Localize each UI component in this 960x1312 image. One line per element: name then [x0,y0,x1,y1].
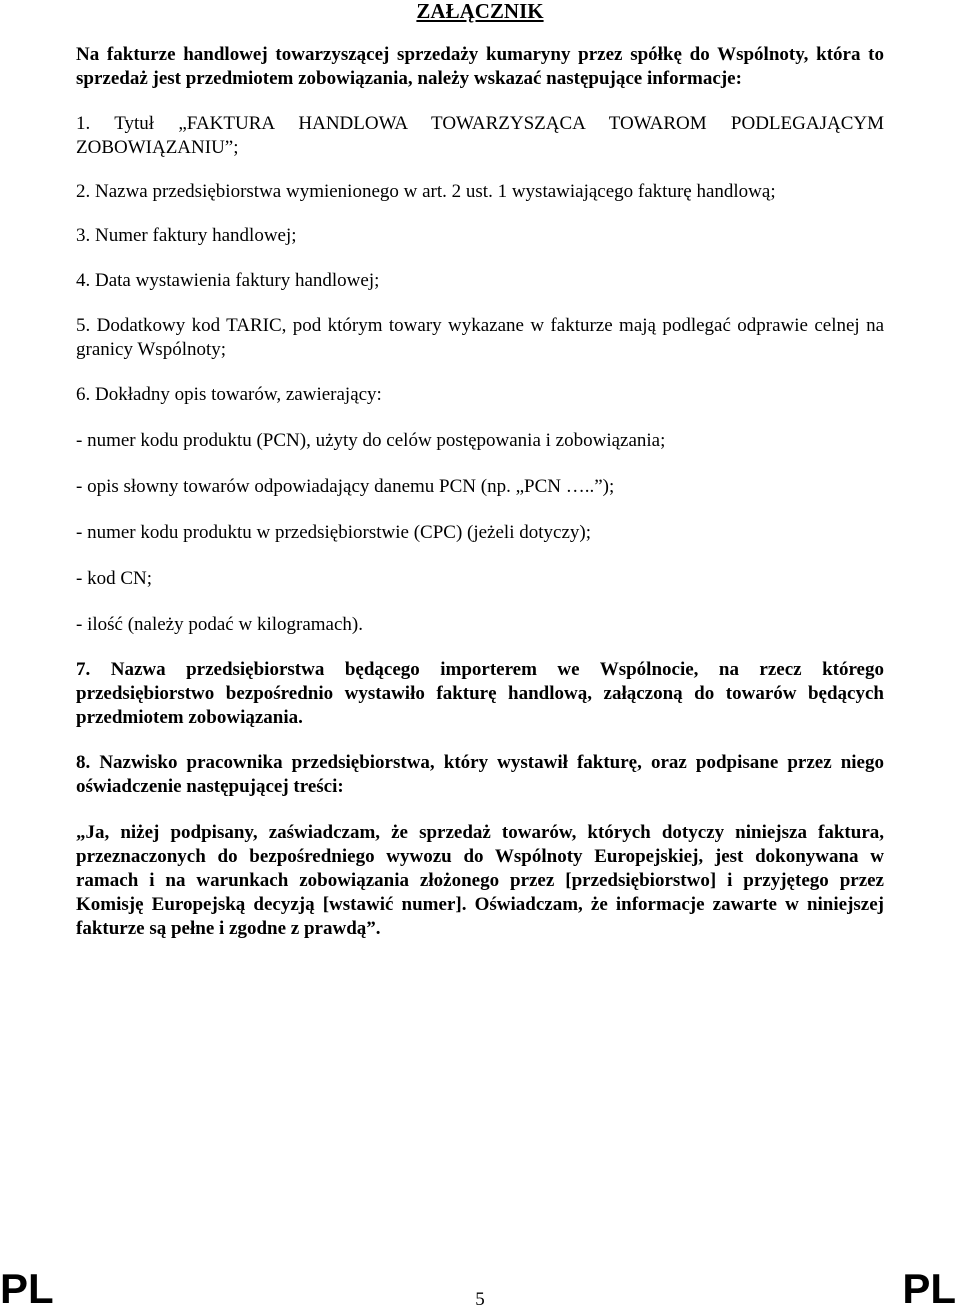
intro-paragraph: Na fakturze handlowej towarzyszącej sprzedaży kumaryny przez spółkę do Wspólnoty, która to sprzedaż jest przedmiotem zobowiązania, należy wskazać następujące informacje: [76,44,884,89]
document-page [76,0,884,941]
item-6-cpc-code: - numer kodu produktu w przedsiębiorstwie (CPC) (jeżeli dotyczy); [76,522,591,543]
document-title: ZAŁĄCZNIK [416,0,544,23]
footer-language-code-left: PL [0,1265,54,1312]
item-5-taric-code: 5. Dodatkowy kod TARIC, pod którym towary wykazane w fakturze mają podlegać odprawie celnej na granicy Wspólnoty; [76,315,884,360]
item-6-verbal-description: - opis słowny towarów odpowiadający danemu PCN (np. „PCN …..”); [76,476,615,497]
item-7-importer-name: 7. Nazwa przedsiębiorstwa będącego importerem we Wspólnocie, na rzecz którego przedsiębiorstwo bezpośrednio wystawiło fakturę handlową, załączoną do towarów będących przedmiotem zobowiązania. [76,659,884,728]
item-4-invoice-date: 4. Data wystawienia faktury handlowej; [76,270,380,291]
item-8-employee-name: 8. Nazwisko pracownika przedsiębiorstwa, który wystawił fakturę, oraz podpisane przez niego oświadczenie następującej treści: [76,752,884,797]
page-number: 5 [475,1289,485,1310]
item-6-quantity: - ilość (należy podać w kilogramach). [76,614,363,635]
item-6-goods-description: 6. Dokładny opis towarów, zawierający: [76,384,382,405]
item-6-pcn-code: - numer kodu produktu (PCN), użyty do celów postępowania i zobowiązania; [76,430,666,451]
footer-language-code-right: PL [902,1265,956,1312]
item-2-company-name: 2. Nazwa przedsiębiorstwa wymienionego w art. 2 ust. 1 wystawiającego fakturę handlową; [76,181,776,202]
declaration-quote: „Ja, niżej podpisany, zaświadczam, że sprzedaż towarów, których dotyczy niniejsza faktura, przeznaczonych do bezpośredniego wywozu do Wspólnoty Europejskiej, jest dokonywana w ramach i na warunkach zobowiązania złożonego przez [przedsiębiorstwo] i przyjętego przez Komisję Europejską decyzją [wstawić numer]. Oświadczam, że informacje zawarte w niniejszej fakturze są pełne i zgodne z prawdą”. [76,822,884,939]
item-1-title: 1. Tytuł „FAKTURA HANDLOWA TOWARZYSZĄCA TOWAROM PODLEGAJĄCYM ZOBOWIĄZANIU”; [76,113,884,158]
item-6-cn-code: - kod CN; [76,568,152,589]
item-3-invoice-number: 3. Numer faktury handlowej; [76,225,297,246]
